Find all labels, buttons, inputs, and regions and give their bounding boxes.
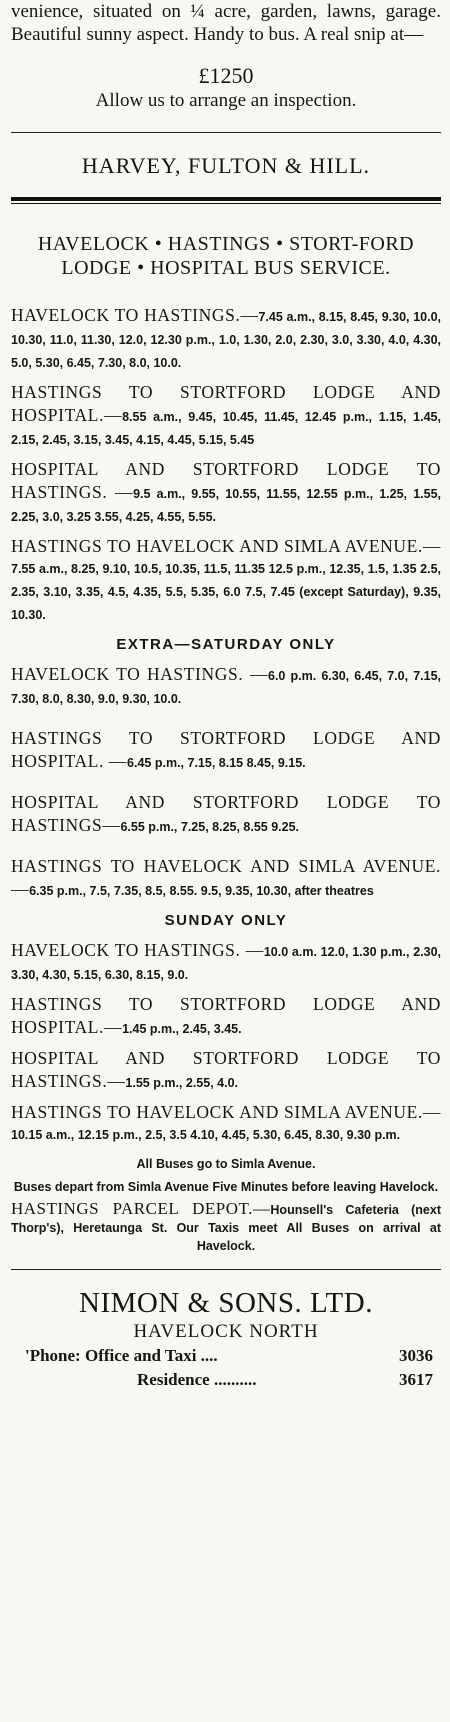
route-name: HASTINGS TO HAVELOCK AND SIMLA AVENUE.— (11, 1102, 441, 1122)
inspection-note: Allow us to arrange an inspection. (95, 90, 357, 111)
route-times: 6.0 p.m. 6.30, 6.45, 7.0, 7.15, 7.30, 8.0, 8.30, 9.0, 9.30, 10.0. (11, 669, 441, 706)
route-name: HAVELOCK TO HASTINGS. — (11, 664, 268, 684)
property-advertisement (11, 0, 441, 179)
route-name: HASTINGS TO HAVELOCK AND SIMLA AVENUE. — (11, 856, 441, 899)
phone-number: 3036 (399, 1346, 433, 1365)
route-entry (11, 727, 441, 775)
route-times: 7.45 a.m., 8.15, 8.45, 9.30, 10.0, 10.30, 11.0, 11.30, 12.0, 12.30 p.m., 1.0, 1.30, 2.0, 2.30, 3.0, 3.30, 4.0, 4.30, 5.0, 5.30, 6.45, 7.30, 8.0, 10.0. (11, 310, 442, 370)
route-times: 6.55 p.m., 7.25, 8.25, 8.55 9.25. (120, 820, 300, 834)
company-location: HAVELOCK NORTH (133, 1321, 319, 1342)
bus-service-title: HAVELOCK • HASTINGS • STORT-FORD LODGE • HOSPITAL BUS SERVICE. (37, 233, 415, 279)
route-name: HASTINGS TO STORTFORD LODGE AND HOSPITAL.— (11, 382, 441, 425)
sunday-heading: SUNDAY ONLY (164, 912, 288, 929)
route-times: 10.15 a.m., 12.15 p.m., 2.5, 3.5 4.10, 4.45, 5.30, 6.45, 8.30, 9.30 p.m. (11, 1128, 401, 1142)
nimon-advertisement (11, 1286, 441, 1392)
company-name: NIMON & SONS. LTD. (79, 1287, 373, 1319)
route-times: 10.0 a.m. 12.0, 1.30 p.m., 2.30, 3.30, 4.30, 5.15, 6.30, 8.15, 9.0. (11, 945, 442, 982)
divider (11, 1269, 441, 1270)
route-name: HASTINGS TO STORTFORD LODGE AND HOSPITAL. — (11, 728, 441, 771)
property-price: £1250 (198, 63, 254, 88)
route-name: HOSPITAL AND STORTFORD LODGE TO HASTINGS— (11, 792, 441, 835)
route-entry (11, 304, 441, 375)
phone-office (11, 1344, 441, 1368)
route-entry (11, 791, 441, 839)
route-times: 7.55 a.m., 8.25, 9.10, 10.5, 10.35, 11.5, 11.35 12.5 p.m., 12.35, 1.5, 1.35 2.5, 2.35, 3.10, 3.35, 4.5, 4.35, 5.5, 5.35, 6.0 7.5, 7.45 (except Saturday), 9.35, 10.30. (11, 562, 441, 622)
sunday-schedule (11, 939, 441, 1147)
route-times: 8.55 a.m., 9.45, 10.45, 11.45, 12.45 p.m., 1.15, 1.45, 2.15, 2.45, 3.15, 3.45, 4.15, 4.45, 5.15, 5.45 (11, 410, 441, 447)
route-name: HAVELOCK TO HASTINGS.— (11, 305, 259, 325)
route-entry (11, 855, 441, 903)
route-name: HASTINGS TO HAVELOCK AND SIMLA AVENUE.— (11, 536, 441, 556)
saturday-schedule (11, 663, 441, 903)
route-entry (11, 1047, 441, 1095)
section-divider (11, 197, 441, 204)
property-description: venience, situated on ¼ acre, garden, lawns, garage. Beautiful sunny aspect. Handy to bus. A real snip at— (11, 1, 441, 45)
route-entry (11, 1101, 441, 1147)
route-times: 1.55 p.m., 2.55, 4.0. (125, 1076, 238, 1090)
extra-saturday-heading: EXTRA—SATURDAY ONLY (116, 636, 336, 653)
route-times: 6.35 p.m., 7.5, 7.35, 8.5, 8.55. 9.5, 9.35, 10.30, after theatres (29, 884, 374, 898)
route-name: HOSPITAL AND STORTFORD LODGE TO HASTINGS.— (11, 1048, 441, 1091)
route-name: HAVELOCK TO HASTINGS. — (11, 940, 264, 960)
phone-label: 'Phone: Office and Taxi .... (25, 1346, 218, 1365)
notice-departure: Buses depart from Simla Avenue Five Minutes before leaving Havelock. (13, 1180, 439, 1194)
route-entry (11, 381, 441, 452)
route-times: 9.5 a.m., 9.55, 10.55, 11.55, 12.55 p.m., 1.25, 1.55, 2.25, 3.0, 3.25 3.55, 4.25, 4.55, 5.55. (11, 487, 441, 524)
notice-simla: All Buses go to Simla Avenue. (136, 1157, 316, 1171)
residence-number: 3617 (399, 1370, 433, 1389)
weekday-schedule (11, 304, 441, 627)
route-entry (11, 458, 441, 529)
route-name: HASTINGS TO STORTFORD LODGE AND HOSPITAL.— (11, 994, 441, 1037)
depot-heading: HASTINGS PARCEL DEPOT.— (11, 1199, 271, 1218)
route-times: 6.45 p.m., 7.15, 8.15 8.45, 9.15. (127, 756, 306, 770)
route-entry (11, 535, 441, 627)
residence-label: Residence .......... (137, 1370, 257, 1389)
route-entry (11, 939, 441, 987)
agent-firm-name: HARVEY, FULTON & HILL. (81, 153, 371, 178)
divider (11, 132, 441, 133)
parcel-depot-notice (11, 1199, 441, 1255)
route-times: 1.45 p.m., 2.45, 3.45. (122, 1022, 242, 1036)
route-entry (11, 663, 441, 711)
phone-residence (11, 1368, 441, 1392)
route-name: HOSPITAL AND STORTFORD LODGE TO HASTINGS. — (11, 459, 441, 502)
route-entry (11, 993, 441, 1041)
depot-text: Hounsell's Cafeteria (next Thorp's), Heretaunga St. Our Taxis meet All Buses on arrival at Havelock. (11, 1203, 441, 1253)
